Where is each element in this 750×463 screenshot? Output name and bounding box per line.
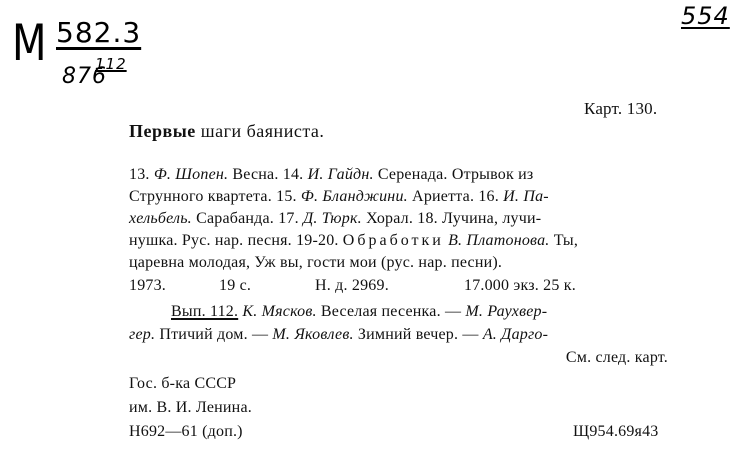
text-segment: хельбель. [129,210,192,227]
text-segment: И. Па- [503,188,549,205]
contents-line-3 [129,208,541,230]
handwritten-sheet-number: 554 [681,2,730,30]
text-segment: Ф. Бланджини. [300,188,408,205]
imprint-copies-price: 17.000 экз. 25 к. [464,277,576,294]
text-segment: Д. Тюрк. [303,210,362,227]
see-next-card: См. след. карт. [565,349,668,366]
text-segment: Хорал. 18. Лучина, лучи- [361,210,542,227]
text-segment: Серенада. Отрывок из [373,166,534,183]
text-segment: М. Яковлев. [272,326,354,343]
handwritten-author-number: 876 [62,64,107,89]
text-segment: Ф. Шопен. [153,166,229,183]
text-segment: А. Дарго- [482,326,549,343]
issue-line-1 [171,301,547,323]
text-segment: Обработки [342,232,444,249]
text-segment: В. Платонова. [448,232,550,249]
classification-code: Щ954.69я43 [573,423,659,440]
imprint-plate-number: Н. д. 2969. [315,277,389,294]
text-segment: Птичий дом. — [155,326,273,343]
text-segment: Ариетта. 16. [407,188,504,205]
contents-line-4 [129,230,578,252]
text-segment: Ты, [549,232,579,249]
contents-line-5 [129,252,502,274]
library-name-line-1: Гос. б-ка СССР [129,375,237,392]
text-segment: царевна молодая, Уж вы, гости мои (рус. нар. песни). [129,254,503,271]
text-segment: К. Мясков. [242,303,317,320]
imprint-pages: 19 с. [219,277,252,294]
library-name-line-2: им. В. И. Ленина. [129,399,252,416]
title-bold-word: Первые [129,121,196,141]
issue-line-2 [129,324,548,346]
text-segment: Струнного квартета. 15. [129,188,301,205]
handwritten-author-suffix: 112 [95,55,127,73]
handwritten-shelf-number: 582.3 [56,16,142,49]
text-segment: Вып. 112. [171,303,239,320]
contents-line-2 [129,186,549,208]
text-segment: И. Гайдн. [307,166,374,183]
order-code: Н692—61 (доп.) [129,423,243,440]
text-segment: Зимний вечер. — [353,326,483,343]
text-segment: Весна. 14. [228,166,308,183]
text-segment: М. Раухвер- [465,303,548,320]
card-title [129,120,324,142]
card-number: Карт. 130. [584,99,658,118]
imprint-year: 1973. [129,277,166,294]
text-segment: гер. [129,326,156,343]
text-segment: нушка. Рус. нар. песня. 19-20. [129,232,343,249]
title-rest: шаги баяниста. [195,121,325,141]
contents-line-1 [129,164,533,186]
text-segment: 13. [129,166,154,183]
handwritten-shelf-letter: М [12,14,48,72]
text-segment: Сарабанда. 17. [191,210,303,227]
text-segment: Веселая песенка. — [316,303,466,320]
